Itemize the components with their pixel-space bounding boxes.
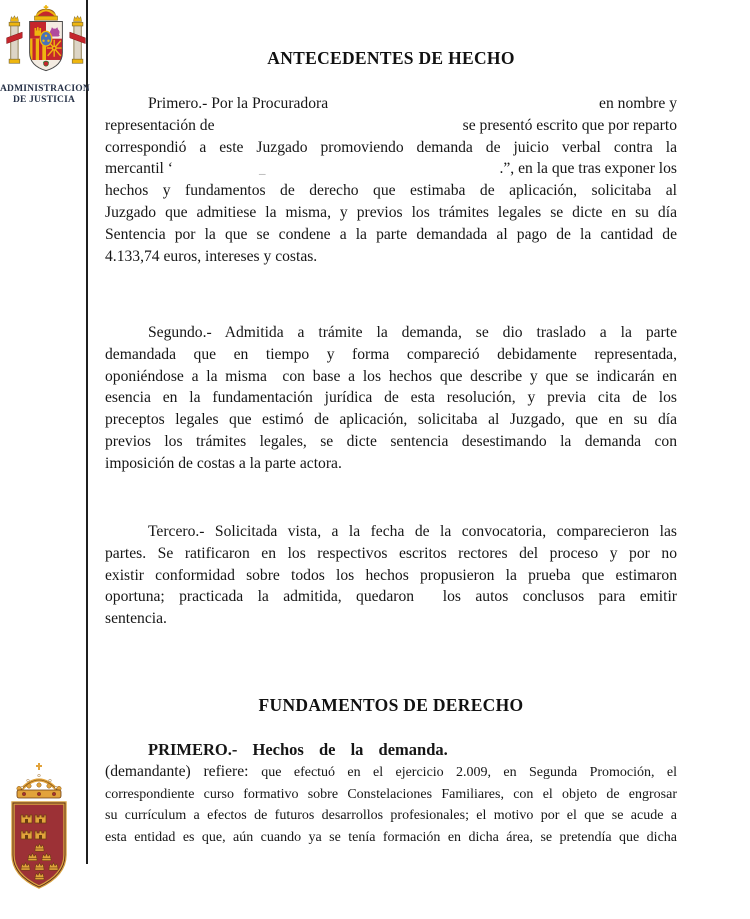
org-name-line2: DE JUSTICIA — [12, 95, 76, 105]
margin-rule — [86, 0, 88, 864]
text-segment: mercantil ‘ — [105, 160, 173, 178]
paragraph-line: previos los trámites legales, se dicte sentencia desestimando la demanda con — [105, 432, 677, 450]
redaction-mark: _ — [258, 161, 266, 177]
org-name — [0, 84, 88, 106]
paragraph-line: 4.133,74 euros, intereses y costas. — [105, 247, 318, 265]
subsection-heading: PRIMERO.- Hechos de la demanda. — [148, 740, 448, 759]
paragraph-line — [105, 761, 677, 784]
paragraph-line: Tercero.- Solicitada vista, a la fecha de la convocatoria, comparecieron las — [148, 523, 677, 540]
spain-shield — [30, 21, 63, 71]
paragraph-line: Sentencia por la que se condene a la parte demandada al pago de la cantidad de — [105, 225, 677, 243]
spain-coat-of-arms-icon — [5, 5, 87, 83]
castile-castle — [35, 27, 42, 36]
paragraph-line: oponiéndose a la misma con base a los hechos que describe y que se indicarán en — [105, 367, 677, 385]
paragraph-line: esencia en la fundamentación jurídica de esta resolución, y previa cita de los — [105, 389, 677, 407]
section-title-fundamentos: FUNDAMENTOS DE DERECHO — [258, 695, 524, 715]
paragraph-line: demandada que en tiempo y forma compareció debidamente representada, — [105, 345, 677, 363]
text-segment: Primero.- Por la Procuradora — [148, 95, 329, 112]
paragraph-line — [105, 158, 677, 180]
text-segment: (demandante) refiere: — [105, 762, 249, 780]
text-segment: en nombre y — [599, 95, 677, 112]
paragraph-line: Segundo.- Admitida a trámite la demanda, se dio traslado a la parte — [148, 324, 677, 341]
text-segment: que efectuó en el ejercicio 2.009, en Segunda Promoción, el — [261, 764, 677, 780]
paragraph-line: oportuna; practicada la admitida, quedaron los autos conclusos para emitir — [105, 588, 677, 606]
text-segment: .”, en la que tras exponer los — [499, 160, 677, 178]
paragraph-line: su currículum a efectos de futuros desarrollos profesionales; el motivo por el que se acude a — [105, 808, 677, 824]
bourbon-oval — [40, 31, 51, 46]
paragraph-line — [105, 115, 677, 137]
paragraph-line: sentencia. — [105, 610, 167, 628]
paragraph-primero — [105, 93, 677, 267]
paragraph-line: partes. Se ratificaron en los respectivos escritos rectores del proceso y por no — [105, 544, 677, 562]
granada-pomegranate — [43, 61, 49, 66]
paragraph-line: correspondió a este Juzgado promoviendo demanda de juicio verbal contra la — [105, 138, 677, 156]
paragraph-segundo — [105, 322, 677, 475]
paragraph-tercero — [105, 521, 677, 630]
murcia-crown — [17, 763, 61, 798]
paragraph-fundamentos-primero — [105, 739, 677, 849]
paragraph-line: imposición de costas a la parte actora. — [105, 454, 342, 472]
text-segment: se presentó escrito que por reparto — [462, 116, 677, 134]
paragraph-line — [105, 93, 677, 115]
royal-crown — [35, 5, 58, 20]
paragraph-line: existir conformidad sobre todos los hechos propusieron la prueba que estimaron — [105, 566, 677, 584]
murcia-shield — [13, 803, 65, 887]
paragraph-line: preceptos legales que estimó de aplicación, solicitaba al Juzgado, que en su día — [105, 411, 677, 429]
murcia-coat-of-arms-icon — [8, 763, 70, 893]
paragraph-line: esta entidad es que, aún cuando ya se tenía formación en dicha área, se pretendía que dicha — [105, 830, 677, 846]
text-segment: representación de — [105, 116, 215, 134]
org-name-line1: ADMINISTRACION — [0, 84, 90, 94]
section-title-antecedentes: ANTECEDENTES DE HECHO — [267, 48, 515, 68]
paragraph-line: hechos y fundamentos de derecho que estimaba de aplicación, solicitaba al — [105, 182, 677, 200]
paragraph-line: correspondiente curso formativo sobre Constelaciones Familiares, con el objeto de engrosar — [105, 786, 677, 802]
paragraph-line: Juzgado que admitiese la misma, y previos los trámites legales se dicte en su día — [105, 203, 677, 221]
pillar-right — [70, 16, 86, 64]
pillar-left — [7, 16, 23, 64]
